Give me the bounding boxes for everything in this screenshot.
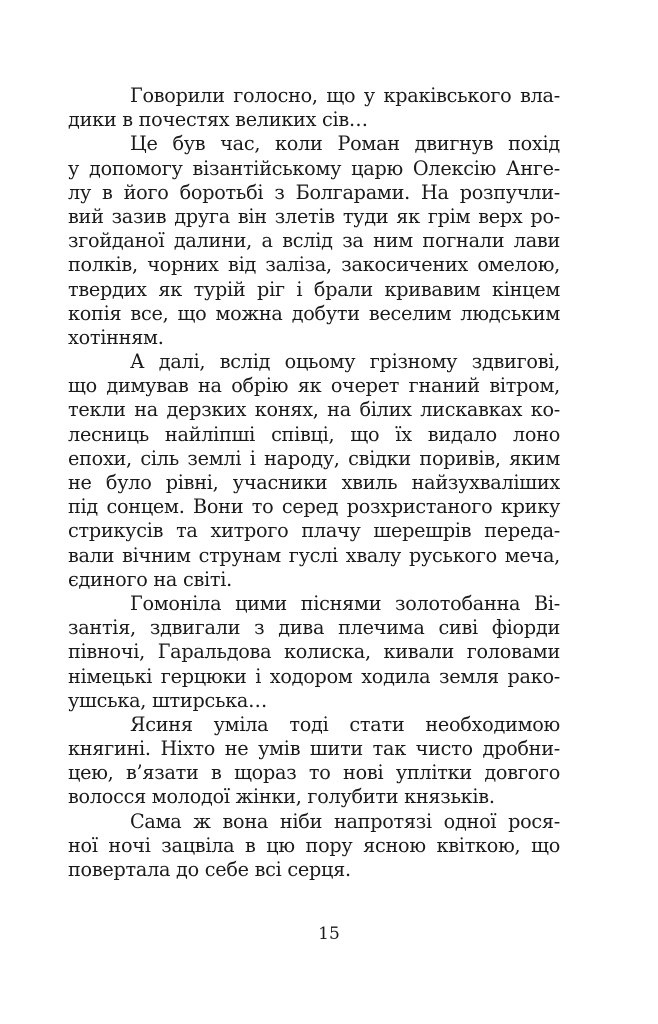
page-body [68,84,560,882]
text-line: ної ночі зацвіла в цю пору ясною квіткою, що [68,833,560,857]
paragraph-1 [68,84,560,132]
text-line: під сонцем. Вони то серед розхристаного крику [68,495,560,519]
paragraph-2 [68,132,560,350]
text-line: німецькі герцюки і ходором ходила земля рако- [68,664,560,688]
text-line: повертала до себе всі серця. [68,858,351,881]
text-line: зантія, здвигали з дива плечима сиві фіорди [68,616,560,640]
text-line: хотінням. [68,325,164,349]
text-line: Сама ж вона ніби напротязі одної рося- [130,809,560,833]
text-line: дики в почестях великих сів… [68,108,368,132]
page-number: 15 [318,924,340,944]
text-line: вий зазив друга він злетів туди як грім верх ро- [68,204,560,228]
text-line: копія все, що можна добути веселим людським [68,301,560,325]
text-line: стрикусів та хитрого плачу шерешрів переда- [68,519,560,543]
text-line: княгині. Ніхто не умів шити так чисто дробни- [68,737,560,761]
text-line: лесниць найліпші співці, що їх видало лоно [68,422,560,446]
paragraph-5 [68,713,560,810]
text-line: епохи, сіль землі і народу, свідки поривів, яким [68,446,560,470]
text-line: твердих як турій ріг і брали кривавим кінцем [68,277,560,301]
text-line: полків, чорних від заліза, закосичених омелою, [68,253,560,277]
text-line: Ясиня уміла тоді стати необходимою [130,712,560,736]
text-line: Це був час, коли Роман двигнув похід [130,132,560,156]
text-line: півночі, Гаральдова колиска, кивали головами [68,640,560,664]
text-line: згойданої далини, а вслід за ним погнали лави [68,229,560,253]
text-line: ушська, штирська… [68,688,268,712]
paragraph-6 [68,810,560,883]
text-line: А далі, вслід оцьому грізному здвигові, [130,350,560,374]
text-line: лу в його боротьбі з Болгарами. На розпучли- [68,180,560,204]
text-line: не було рівні, учасники хвиль найзухваліших [68,471,560,494]
text-line: волосся молодої жінки, голубити князьків. [68,785,495,809]
text-line: вали вічним струнам гуслі хвалу руського меча, [68,543,560,567]
text-line: Гомоніла цими піснями золотобанна Ві- [130,591,560,615]
text-line: текли на дерзких конях, на білих лискавках ко- [68,398,560,422]
text-line: у допомогу візантійському царю Олексію Анге- [68,156,560,180]
text-line: цею, в’язати в щораз то нові уплітки довгого [68,761,560,785]
text-line: Говорили голосно, що у краківського вла- [130,84,560,107]
text-line: єдиного на світі. [68,567,233,591]
paragraph-4 [68,592,560,713]
text-line: що димував на обрію як очерет гнаний вітром, [68,374,560,398]
paragraph-3 [68,350,560,592]
